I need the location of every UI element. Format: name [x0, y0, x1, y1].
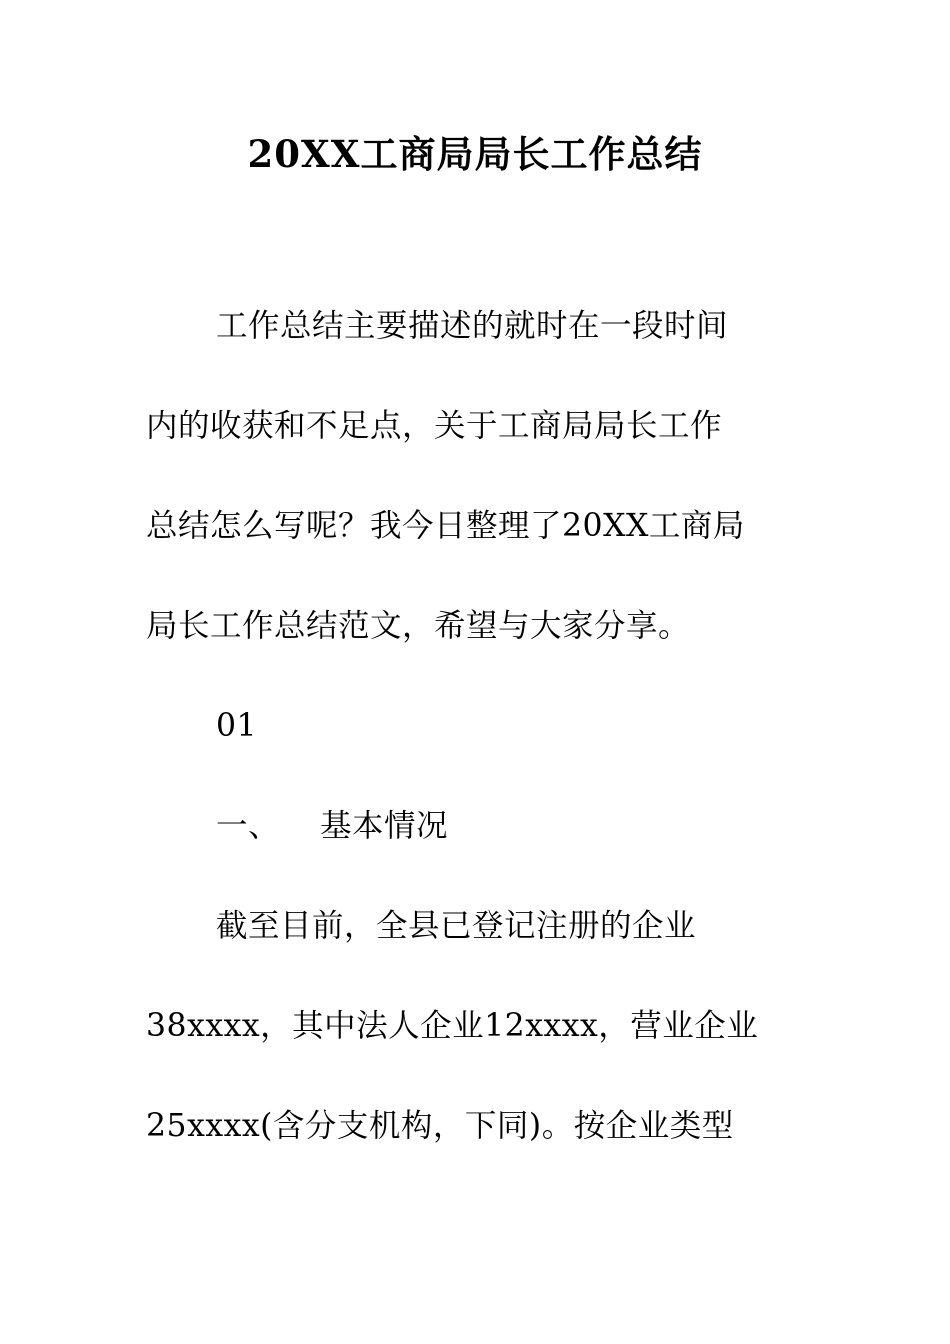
document-title: 20XX工商局局长工作总结 [247, 132, 703, 176]
section-number: 01 [216, 708, 258, 744]
section-heading [146, 796, 796, 896]
section-heading-number: 一、 [216, 808, 281, 844]
paragraph-line: 局长工作总结范文，希望与大家分享。 [146, 608, 691, 644]
paragraph-line: 总结怎么写呢？我今日整理了20XX工商局 [146, 508, 745, 544]
paragraph-line: 截至目前，全县已登记注册的企业 [216, 908, 697, 944]
paragraph-line: 工作总结主要描述的就时在一段时间 [216, 308, 729, 344]
section-heading-text: 基本情况 [320, 808, 449, 844]
paragraph-line: 38xxxx，其中法人企业12xxxx，营业企业 [146, 1008, 759, 1044]
paragraph-line: 内的收获和不足点，关于工商局局长工作 [146, 408, 723, 444]
paragraph-line: 25xxxx(含分支机构，下同)。按企业类型 [146, 1108, 734, 1144]
document-body [146, 296, 796, 1196]
